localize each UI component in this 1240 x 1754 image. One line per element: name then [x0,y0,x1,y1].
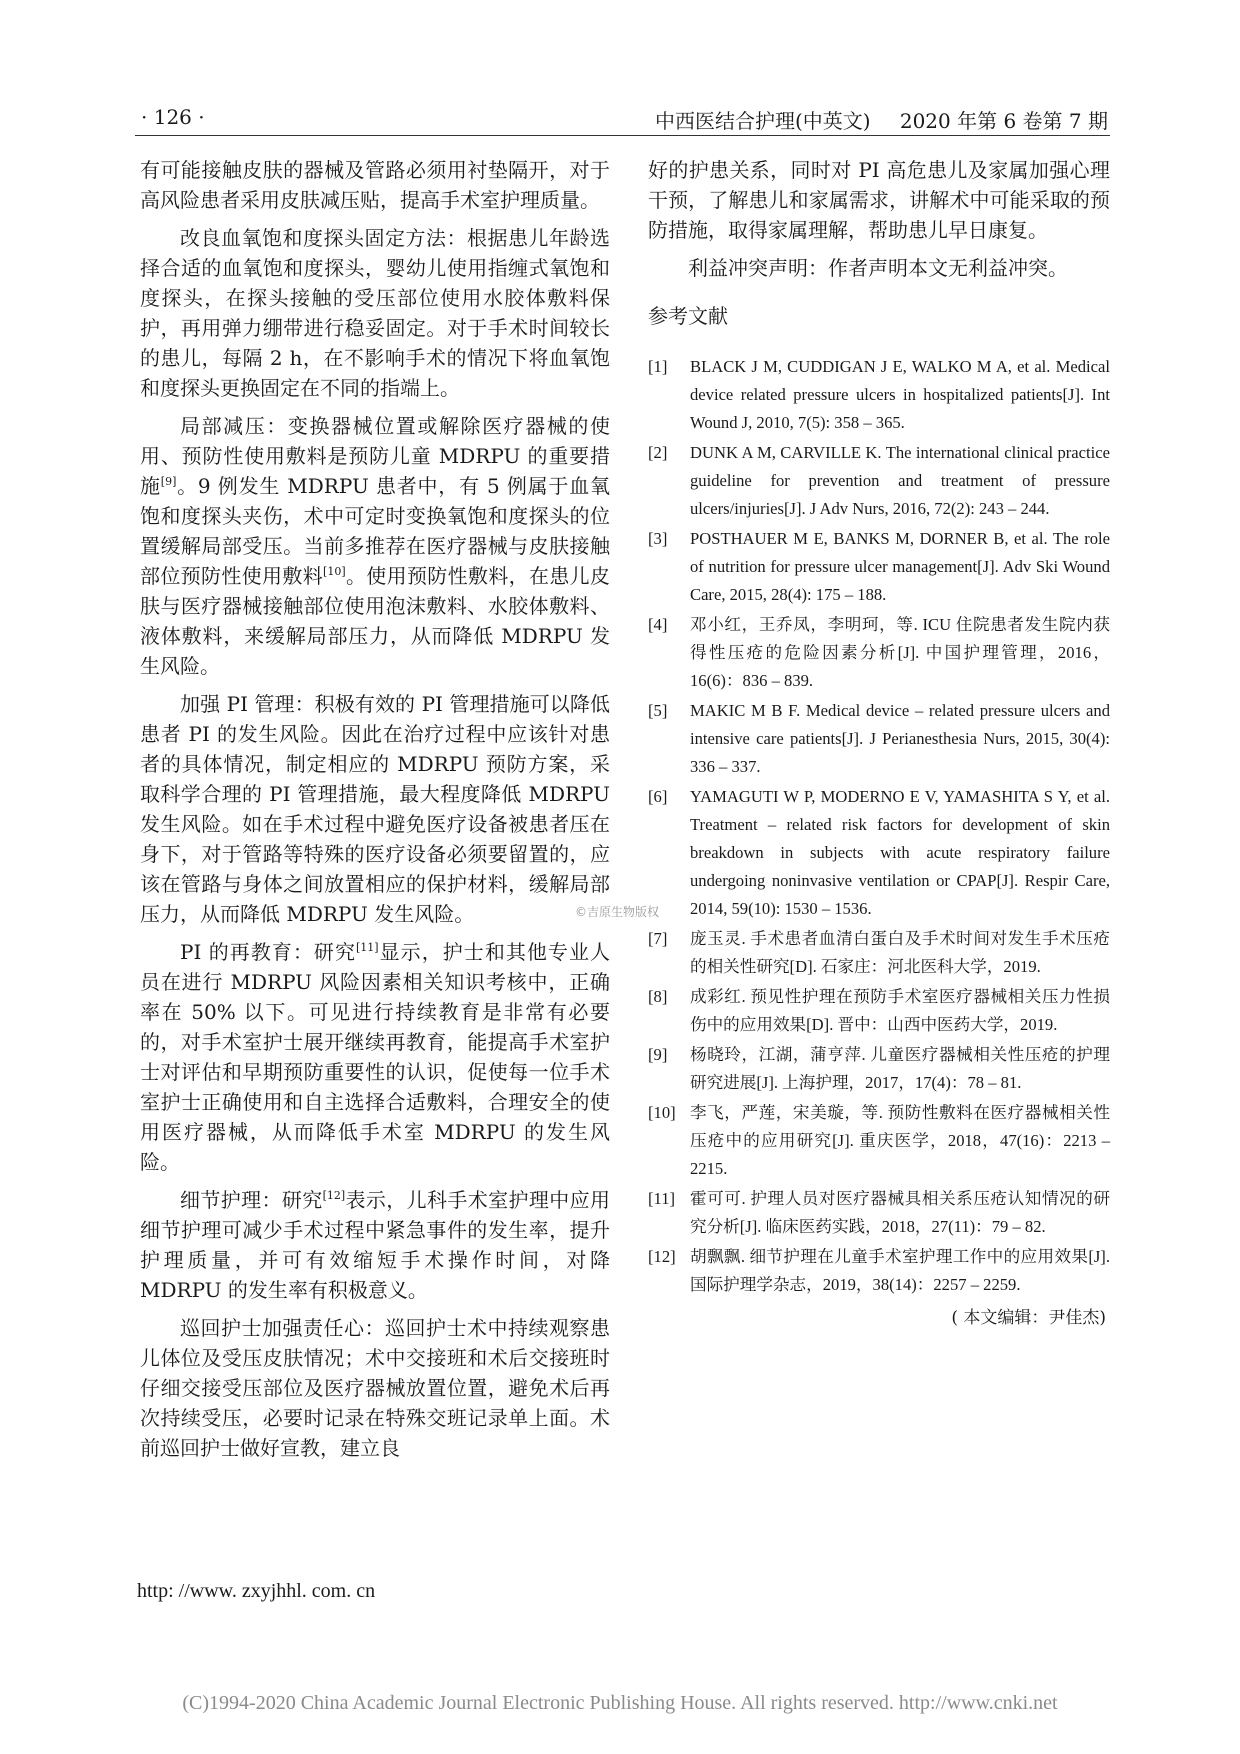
reference-list [648,353,1110,1299]
citation[interactable]: [12] [322,1189,346,1202]
reference-item [648,1099,1110,1183]
issue-info: 2020 年第 6 卷第 7 期 [899,109,1108,133]
text-span: 局部减压：变换器械位置或解除医疗器械的使用、预防性使用敷料是预防儿童 MDRPU 的重要措施 [140,414,610,498]
ref-number: [1] [648,357,668,376]
paragraph: 好的护患关系，同时对 PI 高危患儿及家属加强心理干预，了解患儿和家属需求，讲解术中可能采取的预防措施，取得家属理解，帮助患儿早日康复。 [648,158,1110,242]
ref-number: [10] [648,1103,676,1122]
paragraph: 加强 PI 管理：积极有效的 PI 管理措施可以降低患者 PI 的发生风险。因此在治疗过程中应该针对患者的具体情况，制定相应的 MDRPU 预防方案，采取科学合理的 PI 管理措施，最大程度降低 MDRPU 发生风险。如在手术过程中避免医疗设备被患者压在身下，对于管路等特殊的医疗设备必须要留置的，应该在管路与身体之间放置相应的保护材料，缓解局部压力，从而降低 MDRPU 发生风险。 [140,692,610,926]
ref-number: [6] [648,787,668,806]
text-span: 表示，儿科手术室护理中应用细节护理可减少手术过程中紧急事件的发生率，提升护理质量，并可有效缩短手术操作时间，对降 MDRPU 的发生率有积极意义。 [140,1188,611,1302]
page-number: · 126 · [141,105,205,129]
reference-item [648,783,1110,923]
paragraph [140,411,610,681]
ref-text: 庞玉灵. 手术患者血清白蛋白及手术时间对发生手术压疮的相关性研究[D]. 石家庄：河北医科大学，2019. [690,929,1110,976]
editor-credit: ( 本文编辑：尹佳杰) [951,1308,1106,1328]
ref-text: BLACK J M, CUDDIGAN J E, WALKO M A, et al. Medical device related pressure ulcers in hospitalized patients[J]. Int Wound J, 2010, 7(5): 358 – 365. [690,357,1110,432]
ref-text: 杨晓玲，江湖，蒲亨萍. 儿童医疗器械相关性压疮的护理研究进展[J]. 上海护理，2017，17(4)：78 – 81. [690,1045,1110,1092]
conflict-statement: 利益冲突声明：作者声明本文无利益冲突。 [688,256,1068,280]
ref-number: [11] [648,1189,676,1208]
reference-item [648,353,1110,437]
text-span: 。使用预防性敷料，在患儿皮肤与医疗器械接触部位使用泡沫敷料、水胶体敷料、液体敷料，来缓解局部压力，从而降低 MDRPU 发生风险。 [140,564,611,678]
footer-url[interactable]: http: //www. zxyjhhl. com. cn [137,1580,376,1602]
paragraph: 有可能接触皮肤的器械及管路必须用衬垫隔开，对于高风险患者采用皮肤减压贴，提高手术室护理质量。 [140,158,610,212]
citation[interactable]: [11] [356,941,379,954]
ref-text: 霍可可. 护理人员对医疗器械具相关系压疮认知情况的研究分析[J]. 临床医药实践，2018，27(11)：79 – 82. [690,1189,1110,1236]
reference-item [648,1185,1110,1241]
reference-item [648,611,1110,695]
text-span: 显示，护士和其他专业人员在进行 MDRPU 风险因素相关知识考核中，正确率在 50% 以下。可见进行持续教育是非常有必要的，对手术室护士展开继续再教育，能提高手术室护士对评估和早期预防重要性的认识，促使每一位手术室护士正确使用和自主选择合适敷料，合理安全的使用医疗器械，从而降低手术室 MDRPU 的发生风险。 [140,940,611,1174]
watermark-text: ©吉原生物版权 [575,905,660,919]
text-span: PI 的再教育：研究 [180,940,357,964]
reference-item [648,925,1110,981]
journal-name: 中西医结合护理(中英文) [655,109,871,133]
citation[interactable]: [9] [160,475,177,488]
reference-item [648,983,1110,1039]
reference-item [648,439,1110,523]
ref-number: [4] [648,615,668,634]
copyright-notice: (C)1994-2020 China Academic Journal Electronic Publishing House. All rights reserved. http://www.cnki.net [182,1692,1058,1714]
text-span: 。9 例发生 MDRPU 患者中，有 5 例属于血氧饱和度探头夹伤，术中可定时变换氧饱和度探头的位置缓解局部受压。当前多推荐在医疗器械与皮肤接触部位预防性使用敷料 [140,474,610,588]
right-column [648,155,1110,1333]
references-heading: 参考文献 [648,304,728,328]
ref-text: MAKIC M B F. Medical device – related pressure ulcers and intensive care patients[J]. J Perianesthesia Nurs, 2015, 30(4): 336 – 337. [690,701,1110,776]
text-span: 细节护理：研究 [180,1188,323,1212]
ref-number: [12] [648,1247,676,1266]
ref-number: [5] [648,701,668,720]
ref-number: [3] [648,529,668,548]
ref-text: YAMAGUTI W P, MODERNO E V, YAMASHITA S Y, et al. Treatment – related risk factors for development of skin breakdown in subjects with acute respiratory failure undergoing noninvasive ventilation or CPAP[J]. Respir Care, 2014, 59(10): 1530 – 1536. [690,787,1110,918]
running-header [135,105,1110,136]
ref-text: POSTHAUER M E, BANKS M, DORNER B, et al. The role of nutrition for pressure ulcer management[J]. Adv Ski Wound Care, 2015, 28(4): 175 – 188. [690,529,1110,604]
paragraph: 巡回护士加强责任心：巡回护士术中持续观察患儿体位及受压皮肤情况；术中交接班和术后交接班时仔细交接受压部位及医疗器械放置位置，避免术后再次持续受压，必要时记录在特殊交班记录单上面。术前巡回护士做好宣教，建立良 [140,1316,610,1460]
citation[interactable]: [10] [323,565,346,578]
ref-number: [8] [648,987,668,1006]
paragraph [140,1185,610,1305]
reference-item [648,525,1110,609]
reference-item [648,1041,1110,1097]
ref-number: [7] [648,929,668,948]
paragraph: 改良血氧饱和度探头固定方法：根据患儿年龄选择合适的血氧饱和度探头，婴幼儿使用指缠式氧饱和度探头，在探头接触的受压部位使用水胶体敷料保护，再用弹力绷带进行稳妥固定。对于手术时间较长的患儿，每隔 2 h，在不影响手术的情况下将血氧饱和度探头更换固定在不同的指端上。 [140,226,610,400]
reference-item [648,697,1110,781]
paragraph [140,937,610,1177]
ref-text: 邓小红，王乔凤，李明珂，等. ICU 住院患者发生院内获得性压疮的危险因素分析[J]. 中国护理管理，2016，16(6)：836 – 839. [690,615,1110,690]
ref-text: 成彩红. 预见性护理在预防手术室医疗器械相关压力性损伤中的应用效果[D]. 晋中：山西中医药大学，2019. [690,987,1110,1034]
ref-number: [9] [648,1045,668,1064]
ref-text: DUNK A M, CARVILLE K. The international clinical practice guideline for prevention and treatment of pressure ulcers/injuries[J]. J Adv Nurs, 2016, 72(2): 243 – 244. [690,443,1110,518]
reference-item [648,1243,1110,1299]
left-column [140,155,610,1471]
ref-text: 李飞，严莲，宋美璇，等. 预防性敷料在医疗器械相关性压疮中的应用研究[J]. 重庆医学，2018，47(16)：2213 – 2215. [690,1103,1110,1178]
ref-text: 胡飘飘. 细节护理在儿童手术室护理工作中的应用效果[J]. 国际护理学杂志，2019，38(14)：2257 – 2259. [690,1247,1110,1294]
ref-number: [2] [648,443,668,462]
